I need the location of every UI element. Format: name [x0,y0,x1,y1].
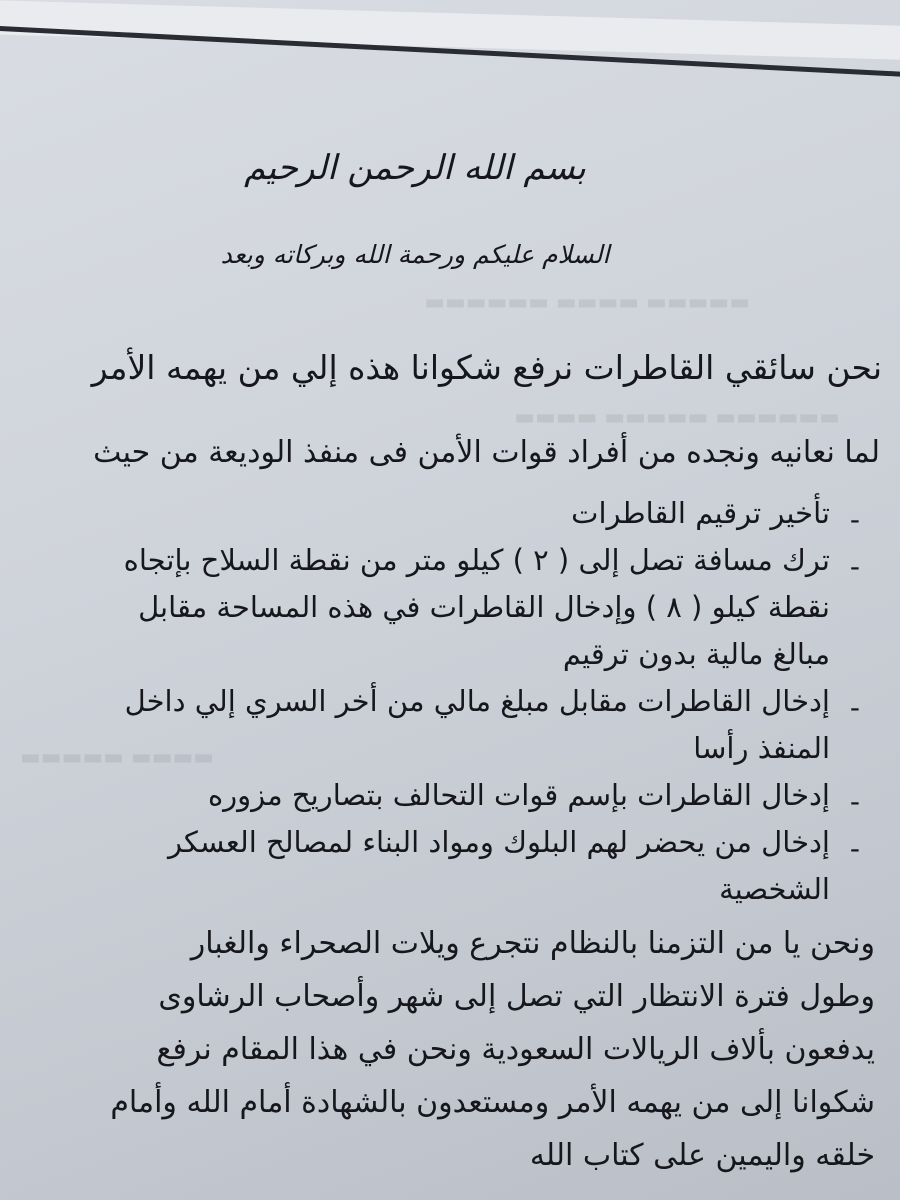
list-item-line: الشخصية [719,872,830,906]
list-item-line: إدخال القاطرات مقابل مبلغ مالي من أخر السري إلي داخل [124,684,830,718]
list-item [90,490,860,537]
greeting-line: السلام عليكم ورحمة الله وبركاته وبعد [220,240,610,269]
list-item-line: المنفذ رأسا [693,731,830,765]
closing-line: خلقه واليمين على كتاب الله [529,1138,875,1173]
show-through-texture: ▬▬▬▬ ▬▬▬▬▬ [20,745,215,770]
bullet-dash: - [849,832,860,865]
list-item-line: مبالغ مالية بدون ترقيم [562,637,830,671]
basmala-heading: بسم الله الرحمن الرحيم [244,148,586,188]
list-item [90,537,860,678]
list-item-line: إدخال القاطرات بإسم قوات التحالف بتصاريح مزوره [207,778,830,812]
closing-line: ونحن يا من التزمنا بالنظام نتجرع ويلات الصحراء والغبار [190,926,875,961]
list-item-line: تأخير ترقيم القاطرات [571,496,830,530]
complaint-lead: لما نعانيه ونجده من أفراد قوات الأمن فى منفذ الوديعة من حيث [93,435,880,470]
complaint-list [90,490,860,913]
list-item [90,772,860,819]
bullet-dash: - [849,785,860,818]
closing-line: شكوانا إلى من يهمه الأمر ومستعدون بالشهادة أمام الله وأمام [110,1085,875,1120]
bullet-dash: - [849,691,860,724]
closing-line: يدفعون بألاف الريالات السعودية ونحن في هذا المقام نرفع [156,1032,875,1067]
closing-paragraph [15,917,875,1182]
show-through-texture: ▬▬▬▬▬▬ ▬▬▬▬▬ ▬▬▬▬ [514,405,840,430]
list-item [90,819,860,913]
intro-sentence: نحن سائقي القاطرات نرفع شكوانا هذه إلي من يهمه الأمر [91,348,882,387]
show-through-texture: ▬▬▬▬▬ ▬▬▬▬ ▬▬▬▬▬▬ [424,290,750,315]
list-item-line: نقطة كيلو ( ٨ ) وإدخال القاطرات في هذه المساحة مقابل [138,590,830,624]
list-item-line: إدخال من يحضر لهم البلوك ومواد البناء لمصالح العسكر [167,825,830,859]
bullet-dash: - [849,503,860,536]
closing-line: وطول فترة الانتظار التي تصل إلى شهر وأصحاب الرشاوى [158,979,875,1014]
list-item [90,678,860,772]
list-item-line: ترك مسافة تصل إلى ( ٢ ) كيلو متر من نقطة السلاح بإتجاه [123,543,830,577]
bullet-dash: - [849,550,860,583]
